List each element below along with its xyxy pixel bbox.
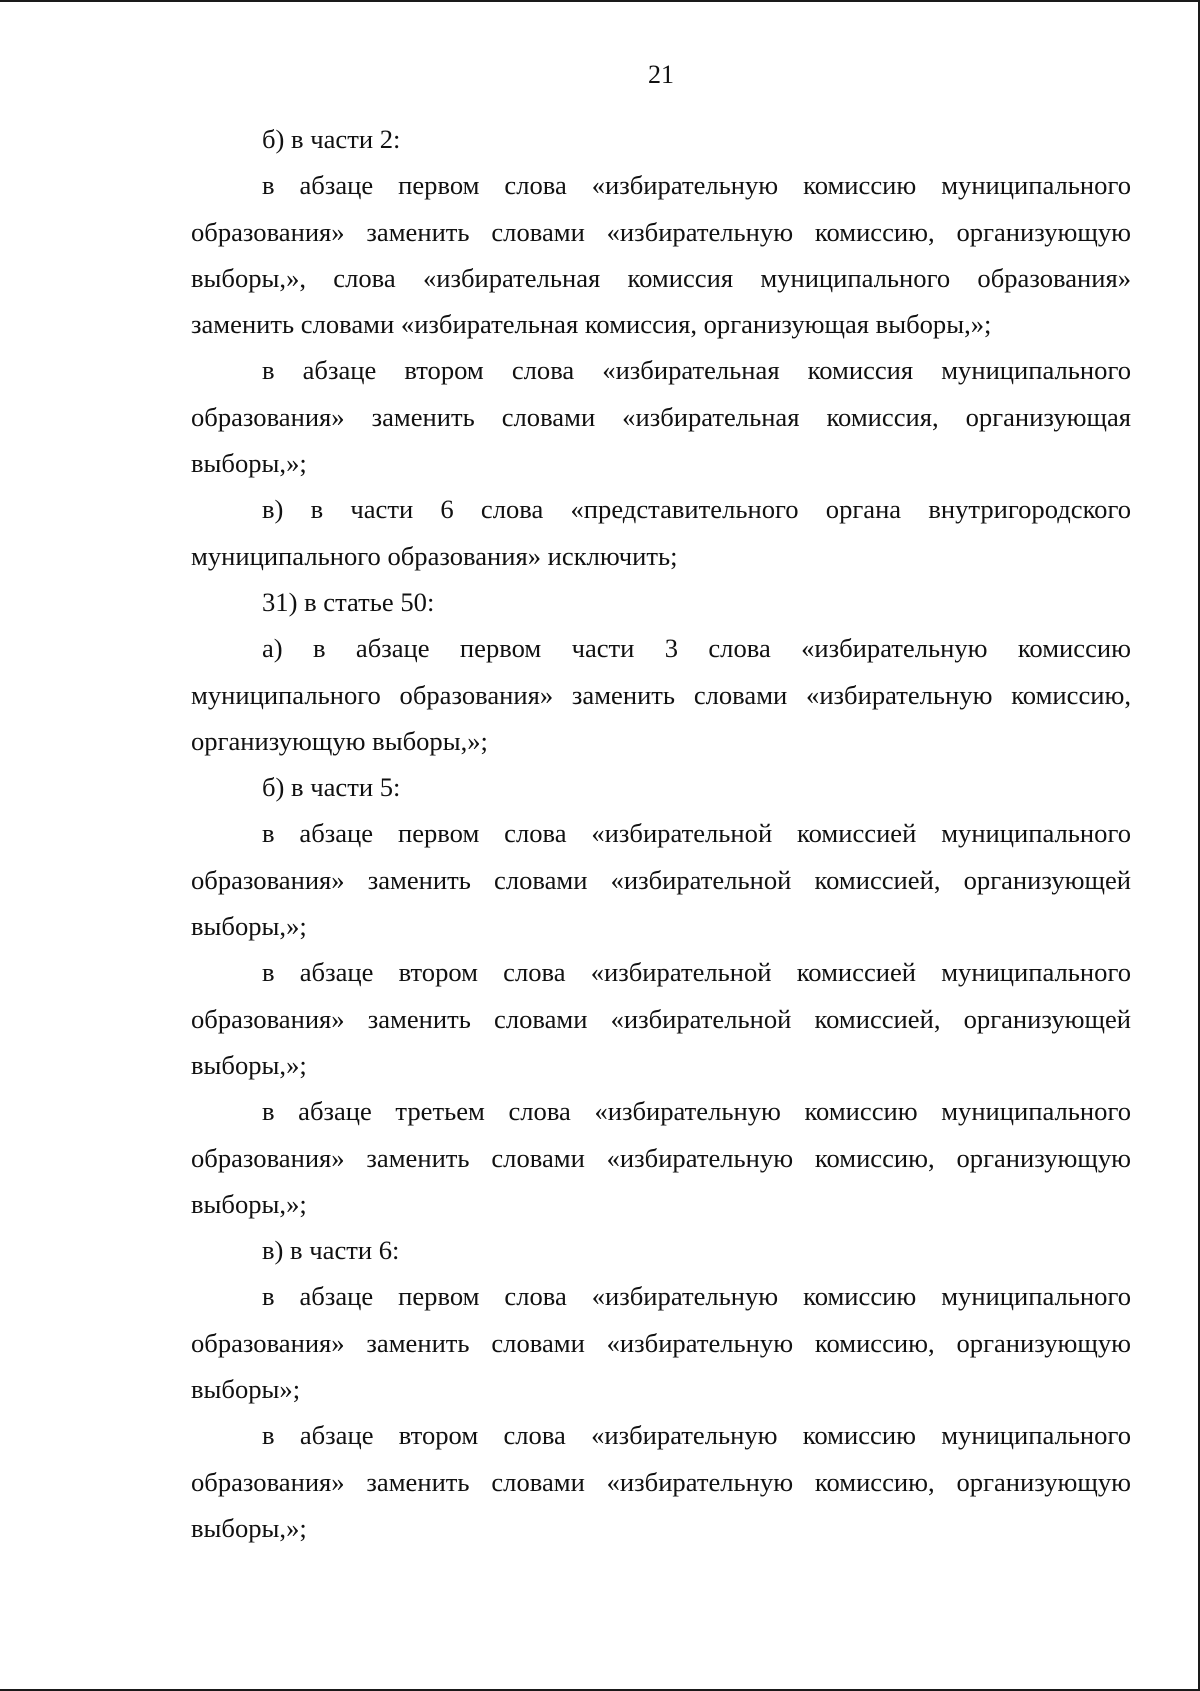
paragraph: в абзаце третьем слова «избирательную комиссию муниципального образования» заменить словами «избирательную комиссию, организующую выборы,»; xyxy=(191,1096,1131,1219)
paragraph: в) в части 6: xyxy=(262,1235,400,1266)
paragraph: в) в части 6 слова «представительного органа внутригородского муниципального образования» исключить; xyxy=(191,494,1131,571)
paragraph: в абзаце втором слова «избирательной комиссией муниципального образования» заменить словами «избирательной комиссией, организующей выборы,»; xyxy=(191,957,1131,1080)
paragraph: в абзаце первом слова «избирательную комиссию муниципального образования» заменить словами «избирательную комиссию, организующую выборы»; xyxy=(191,1281,1131,1405)
paragraph: б) в части 2: xyxy=(262,124,401,154)
paragraph: в абзаце втором слова «избирательную комиссию муниципального образования» заменить словами «избирательную комиссию, организующую выборы,»; xyxy=(191,1420,1131,1543)
page-number: 21 xyxy=(648,60,674,89)
paragraph: 31) в статье 50: xyxy=(262,586,435,617)
paragraph: а) в абзаце первом части 3 слова «избирательную комиссию муниципального образования» заменить словами «избирательную комиссию, организующую выборы,»; xyxy=(191,633,1131,756)
document-body xyxy=(191,116,1131,1551)
paragraph: в абзаце первом слова «избирательную комиссию муниципального образования» заменить словами «избирательную комиссию, организующую выборы,», слова «избирательная комиссия муниципального образования» заменить словами «избирательная комиссия, организующая выборы,»; xyxy=(191,170,1131,340)
paragraph: в абзаце первом слова «избирательной комиссией муниципального образования» заменить словами «избирательной комиссией, организующей выборы,»; xyxy=(191,818,1131,942)
paragraph: в абзаце втором слова «избирательная комиссия муниципального образования» заменить словами «избирательная комиссия, организующая выборы,»; xyxy=(191,355,1131,479)
paragraph: б) в части 5: xyxy=(262,772,401,803)
